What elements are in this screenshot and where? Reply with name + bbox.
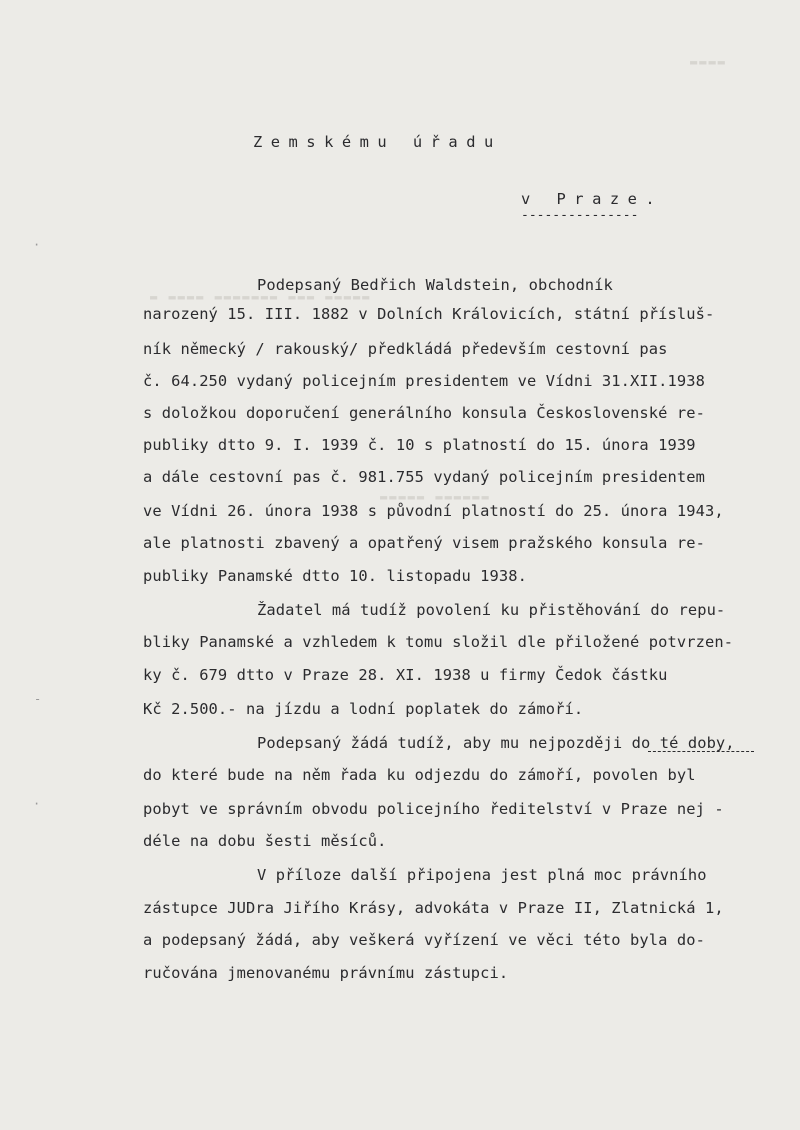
body-line: Podepsaný žádá tudíž, aby mu nejpozději do té doby,: [257, 734, 735, 752]
body-line: č. 64.250 vydaný policejním presidentem ve Vídni 31.XII.1938: [143, 372, 705, 390]
phrase-underline: [648, 751, 754, 752]
body-line: pobyt ve správním obvodu policejního ředitelství v Praze nej -: [143, 800, 724, 818]
show-through-marks: ▬▬▬▬▬ ▬▬▬▬▬▬: [380, 490, 491, 504]
body-line: narozený 15. III. 1882 v Dolních Královicích, státní přísluš-: [143, 305, 715, 323]
recipient-city: v Praze.: [521, 190, 664, 208]
margin-mark: ·: [33, 797, 41, 811]
show-through-marks: ▬ ▬▬▬▬ ▬▬▬▬▬▬▬ ▬▬▬ ▬▬▬▬▬: [150, 290, 372, 304]
body-line: ručována jmenovanému právnímu zástupci.: [143, 964, 509, 982]
body-line: Kč 2.500.- na jízdu a lodní poplatek do zámoří.: [143, 700, 584, 718]
body-line: Žadatel má tudíž povolení ku přistěhování do repu-: [257, 601, 726, 619]
body-line: déle na dobu šesti měsíců.: [143, 832, 387, 850]
body-line: V příloze další připojena jest plná moc právního: [257, 866, 707, 884]
address-underline: ---------------: [521, 208, 639, 223]
body-line: zástupce JUDra Jiřího Krásy, advokáta v Praze II, Zlatnická 1,: [143, 899, 724, 917]
body-line: a dále cestovní pas č. 981.755 vydaný policejním presidentem: [143, 468, 705, 486]
margin-mark: ·: [33, 238, 41, 252]
body-line: ve Vídni 26. února 1938 s původní platností do 25. února 1943,: [143, 502, 724, 520]
recipient-office: Zemskému úřadu: [253, 133, 502, 151]
body-line: s doložkou doporučení generálního konsula Československé re-: [143, 404, 705, 422]
body-line: Podepsaný Bedřich Waldstein, obchodník: [257, 276, 613, 294]
body-line: ník německý / rakouský/ předkládá především cestovní pas: [143, 340, 668, 358]
show-through-marks: ▬▬▬▬: [690, 55, 727, 69]
body-line: bliky Panamské a vzhledem k tomu složil dle přiložené potvrzen-: [143, 633, 734, 651]
body-line: publiky Panamské dtto 10. listopadu 1938.: [143, 567, 528, 585]
body-line: do které bude na něm řada ku odjezdu do zámoří, povolen byl: [143, 766, 696, 784]
body-line: a podepsaný žádá, aby veškerá vyřízení ve věci této byla do-: [143, 931, 705, 949]
margin-mark: -: [34, 692, 42, 706]
body-line: publiky dtto 9. I. 1939 č. 10 s platností do 15. února 1939: [143, 436, 696, 454]
body-line: ale platnosti zbavený a opatřený visem pražského konsula re-: [143, 534, 705, 552]
body-line: ky č. 679 dtto v Praze 28. XI. 1938 u firmy Čedok částku: [143, 666, 668, 684]
